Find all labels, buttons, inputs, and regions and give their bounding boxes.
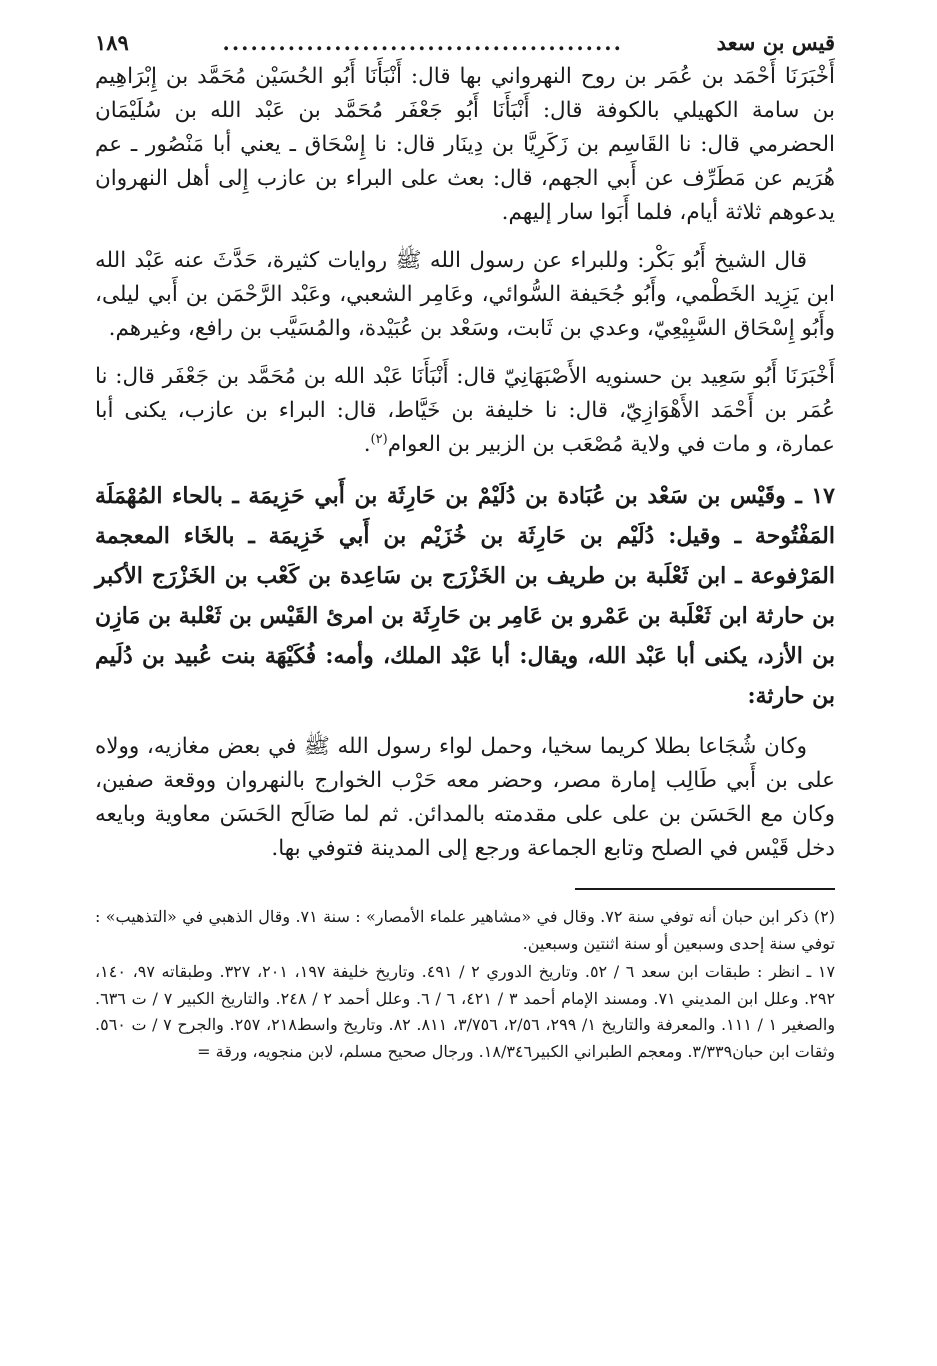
entry-17-qays-ibn-sad: ١٧ ـ وقَيْس بن سَعْد بن عُبَادة بن دُلَيْمْ بن حَارِثَة بن أَبي حَزِيمَة ـ بالحاء المُهْمَلَة المَفْتُوحة ـ وقيل: دُلَيْم بن حَارِثَة بن خُزَيْم بن أَبي خَزِيمَة ـ بالخَاء المعجمة المَرْفوعة ـ ابن ثَعْلَبة بن طريف بن الخَزْرَج بن سَاعِدة بن كَعْب بن الخَزْرَج الأكبر بن حارثة ابن ثَعْلَبة بن عَمْرو بن عَامِر بن حَارِثَة بن امرئ القَيْس بن ثَعْلبة بن مَازِن بن الأزد، يكنى أبا عَبْد الله، ويقال: أبا عَبْد الملك، وأمه: فُكَيْهَة بنت عُبيد بن دُلَيم بن حارثة: — [95, 483, 835, 709]
header-leader-dots: ........................................... — [222, 30, 623, 55]
page-number: ١٨٩ — [95, 30, 129, 55]
paragraph-bara-death-text: أَخْبَرَنَا أَبُو سَعِيد بن حسنويه الأَصْبَهَانِيّ قال: أَنْبَأَنَا عَبْد الله بن مُحَمَّد بن جَعْفَر قال: نا عُمَر بن أَحْمَد الأَهْوَازِيّ، قال: نا خليفة بن خَيَّاط، قال: البراء بن عازب، يكنى أبا عمارة، و مات في ولاية مُصْعَب بن الزبير بن العوام — [95, 364, 835, 457]
running-header — [95, 28, 835, 60]
footnote-17-sources: ١٧ ـ انظر : طبقات ابن سعد ٦ / ٥٢. وتاريخ الدوري ٢ / ٤٩١. وتاريخ خليفة ١٩٧، ٢٠١، ٣٢٧. وطبقاته ٩٧، ١٤٠، ٢٩٢. وعلل ابن المديني ٧١. ومسند الإمام أحمد ٣ / ٤٢١، ٦ / ٦. وعلل أحمد ٢ / ٢٤٨. والتاريخ الكبير ٧ / ت ٦٣٦. والصغير ١ / ١١١. والمعرفة والتاريخ ١/ ٢٩٩، ٢/٥٦، ٣/٧٥٦، ٨١١. ٨٢. وتاريخ واسط٢١٨، ٢٥٧. والجرح ٧ / ت ٥٦٠. وثقات ابن حبان٣/٣٣٩. ومعجم الطبراني الكبير١٨/٣٤٦. ورجال صحيح مسلم، لابن منجويه، ورقة = — [95, 962, 836, 1061]
footnote-reference: (٢) — [370, 431, 388, 447]
paragraph-bara-death: أَخْبَرَنَا أَبُو سَعِيد بن حسنويه الأَصْبَهَانِيّ قال: أَنْبَأَنَا عَبْد الله بن مُحَمَّد بن جَعْفَر قال: نا عُمَر بن أَحْمَد الأَهْوَازِيّ، قال: نا خليفة بن خَيَّاط، قال: البراء بن عازب، يكنى أبا عمارة، و مات في ولاية مُصْعَب بن الزبير بن العوام$^{(٢)}$. — [95, 364, 835, 457]
book-page — [95, 28, 835, 1065]
running-title: قيس بن سعد — [716, 30, 835, 55]
footnote-2: (٢) ذكر ابن حبان أنه توفي سنة ٧٢. وقال في «مشاهير علماء الأمصار» : سنة ٧١. وقال الذهبي في «التذهيب» : توفي سنة إحدى وسبعين أو سنة اثنتين وسبعين. — [95, 907, 836, 953]
paragraph-qays-biography: وكان شُجَاعا بطلا كريما سخيا، وحمل لواء رسول الله ﷺ في بعض مغازيه، وولاه على بن أَبي طَالِب إمارة مصر، وحضر معه حَرْب الخوارج بالنهروان ووقعة صفين، وكان مع الحَسَن بن على على مقدمته بالمدائن. ثم لما صَالَح الحَسَن معاوية وبايعه دخل قَيْس في الصلح وتابع الجماعة ورجع إلى المدينة فتوفي بها. — [95, 734, 835, 861]
footnote-divider — [575, 888, 835, 890]
paragraph-isnad-nahrawan: أَخْبَرَنَا أَحْمَد بن عُمَر بن روح النهرواني بها قال: أَنْبَأَنَا أَبُو الحُسَيْن مُحَمَّد بن إِبْرَاهِيم بن سامة الكهيلي بالكوفة قال: أَنْبَأَنَا أَبُو جَعْفَر مُحَمَّد بن عَبْد الله بن سُلَيْمَان الحضرمي قال: نا القَاسِم بن زَكَرِيَّا بن دِينَار قال: نا إِسْحَاق ـ يعني أبا مَنْصُور ـ عم هُرَيم عن مَطَرِّف عن أَبي الجهم، قال: بعث على البراء بن عازب إِلى أهل النهروان يدعوهم ثلاثة أيام، فلما أَبَوا سار إليهم. — [95, 64, 835, 225]
paragraph-bara-narrators: قال الشيخ أَبُو بَكْر: وللبراء عن رسول الله ﷺ روايات كثيرة، حَدَّثَ عنه عَبْد الله ابن يَزِيد الخَطْمي، وأَبُو جُحَيفة السُّوائي، وعَامِر الشعبي، وعَبْد الرَّحْمَن بن أَبي ليلى، وأَبُو إِسْحَاق السَّبِيْعِيّ، وعدي بن ثَابت، وسَعْد بن عُبَيْدة، والمُسَيَّب بن رافع، وغيرهم. — [95, 248, 835, 341]
